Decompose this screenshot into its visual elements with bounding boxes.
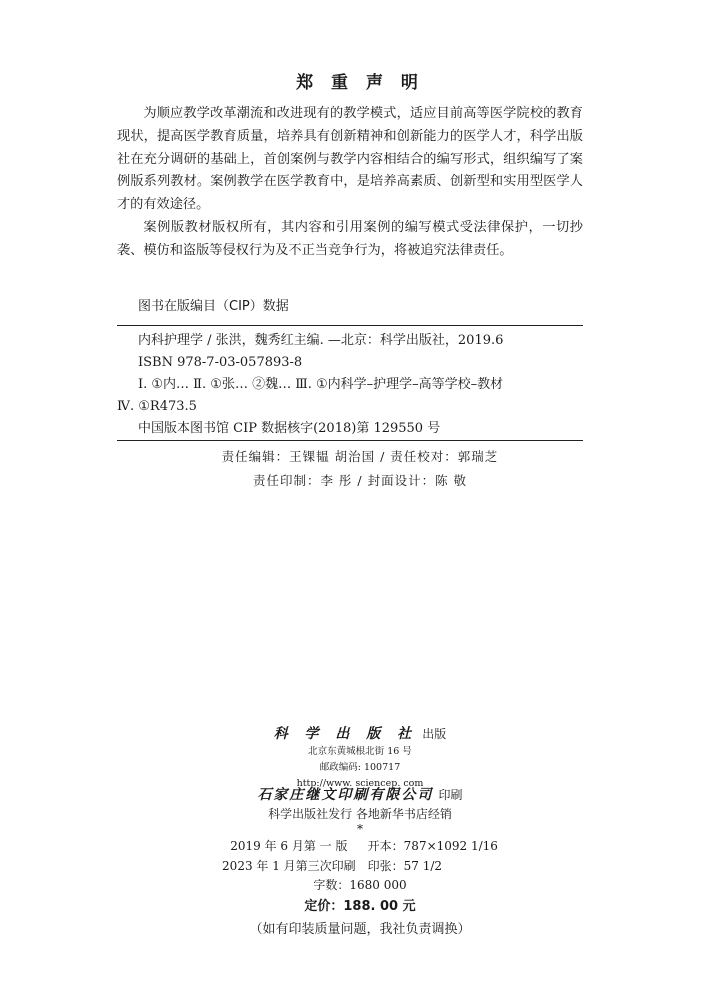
return-note: （如有印装质量问题，我社负责调换） bbox=[249, 922, 471, 937]
edition-table bbox=[216, 836, 504, 876]
publisher-suffix: 出版 bbox=[422, 727, 447, 741]
cip-line-title: 内科护理学 / 张洪，魏秀红主编. —北京：科学出版社，2019.6 bbox=[138, 333, 504, 348]
cip-data-block bbox=[117, 330, 583, 440]
cip-line-callnumber: Ⅳ. ①R473.5 bbox=[117, 399, 197, 414]
cip-line-classification: Ⅰ. ①内… Ⅱ. ①张… ②魏… Ⅲ. ①内科学–护理学–高等学校–教材 bbox=[138, 377, 504, 392]
word-count: 字数：1680 000 bbox=[313, 878, 407, 892]
distribution-line: 科学出版社发行 各地新华书店经销 bbox=[268, 807, 452, 821]
notice-paragraph-2: 案例版教材版权所有，其内容和引用案例的编写模式受法律保护，一切抄袭、模仿和盗版等侵权行为及不正当竞争行为，将被追究法律责任。 bbox=[117, 219, 583, 258]
copyright-notice bbox=[117, 103, 583, 263]
credits-editors: 责任编辑：王锞韫 胡治国 / 责任校对：郭瑞芝 bbox=[221, 449, 499, 464]
edition-date: 2019 年 6 月第 一 版 bbox=[230, 839, 348, 853]
cip-heading: 图书在版编目（CIP）数据 bbox=[138, 299, 289, 314]
format-size: 开本：787×1092 1/16 bbox=[367, 839, 498, 853]
cip-line-isbn: ISBN 978-7-03-057893-8 bbox=[138, 355, 303, 370]
printer-suffix: 印刷 bbox=[438, 788, 463, 802]
printing-date: 2023 年 1 月第三次印刷 bbox=[222, 859, 356, 873]
price: 定价：188. 00 元 bbox=[304, 899, 416, 914]
cip-top-rule bbox=[117, 325, 583, 326]
sheet-count: 印张：57 1/2 bbox=[367, 859, 443, 873]
publisher-url: http://www. sciencep. com bbox=[296, 778, 424, 789]
printer-name: 石家庄继文印刷有限公司 bbox=[257, 787, 434, 803]
publisher-postcode: 邮政编码: 100717 bbox=[319, 762, 401, 773]
edition-table-wrapper bbox=[0, 836, 720, 876]
publisher-address: 北京东黄城根北街 16 号 bbox=[308, 746, 412, 757]
publisher-line bbox=[0, 723, 720, 743]
cip-line-record: 中国版本图书馆 CIP 数据核字(2018)第 129550 号 bbox=[138, 421, 441, 436]
notice-paragraph-1: 为顺应教学改革潮流和改进现有的教学模式，适应目前高等医学院校的教育现状，提高医学教育质量，培养具有创新精神和创新能力的医学人才，科学出版社在充分调研的基础上，首创案例与教学内容相结合的编写形式，组织编写了案例版系列教材。案例教学在医学教育中，是培养高素质、创新型和实用型医学人才的有效途径。 bbox=[117, 106, 583, 213]
page-title: 郑 重 声 明 bbox=[296, 73, 424, 93]
publisher-name: 科 学 出 版 社 bbox=[273, 726, 418, 742]
printer-line bbox=[0, 784, 720, 804]
cip-bottom-rule bbox=[117, 440, 583, 441]
separator-star: * bbox=[357, 822, 363, 836]
credits-production: 责任印制：李 彤 / 封面设计：陈 敬 bbox=[252, 473, 468, 488]
edition-row bbox=[216, 836, 504, 856]
printing-row bbox=[216, 856, 504, 876]
